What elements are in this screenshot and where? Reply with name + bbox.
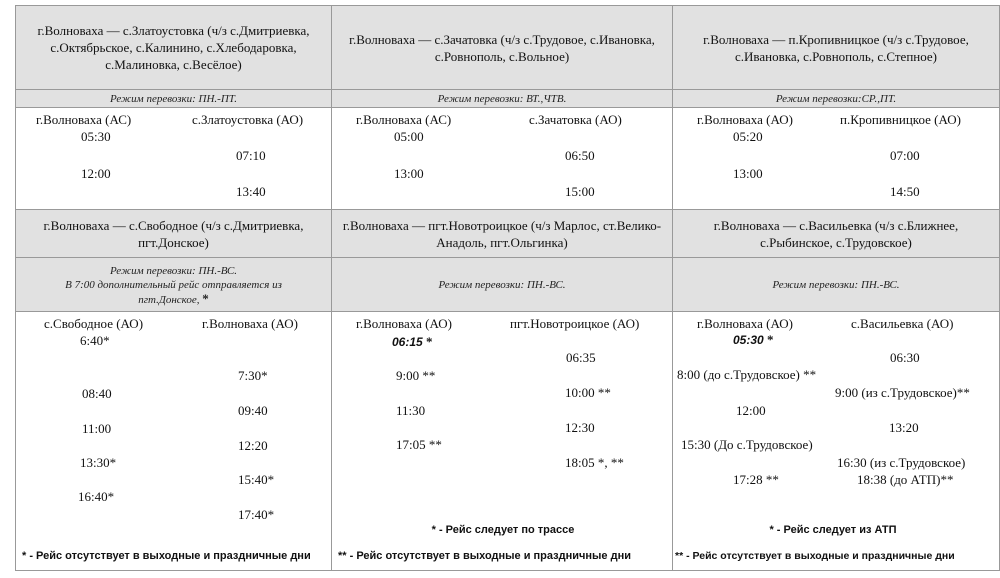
timetable-body (673, 107, 999, 209)
departure-time: 06:50 (565, 148, 595, 163)
route-title-line: пгт.Донское) (138, 234, 209, 250)
departure-time: 05:30 (81, 129, 111, 144)
route-title-line: с.Октябрьское, с.Калинино, с.Хлебодаровка, (50, 40, 297, 55)
timetable-body (16, 311, 331, 570)
timetable-body (332, 311, 672, 570)
transport-mode-line: пгт.Донское, (138, 293, 200, 306)
departure-time-highlighted (392, 334, 432, 350)
column-header-right: с.Васильевка (АО) (851, 316, 954, 331)
departure-time: 15:40* (238, 472, 275, 487)
departure-time: 12:20 (238, 438, 268, 453)
column-header-left: с.Свободное (АО) (44, 316, 144, 331)
route-title-line: г.Волноваха — с.Свободное (ч/з с.Дмитриевка, (43, 217, 304, 233)
footnote-marker: * (202, 290, 209, 306)
departure-time: 14:50 (890, 184, 920, 199)
departure-time: 13:40 (236, 184, 266, 199)
column-header-right: с.Зачатовка (АО) (529, 112, 622, 127)
route-title-line: г.Волноваха — с.Васильевка (ч/з с.Ближнее, (713, 217, 959, 233)
departure-time: 11:00 (82, 421, 112, 436)
route-title-line: с.Ивановка, с.Ровнополь, с.Степное) (735, 48, 937, 64)
departure-time: 18:05 *, ** (565, 455, 624, 470)
departure-time: 13:00 (394, 166, 424, 181)
route-block-zlatoustovka (15, 5, 332, 210)
route-title (16, 209, 331, 257)
route-title-line: с.Малиновка, с.Весёлое) (105, 57, 242, 72)
transport-mode: Режим перевозки: ВТ.,ЧТВ. (332, 89, 672, 108)
column-header-left: г.Волноваха (АО) (697, 316, 793, 331)
departure-time: 06:30 (890, 350, 920, 365)
route-block-vasilevka (672, 209, 1000, 571)
departure-time: 05:00 (394, 129, 424, 144)
route-title (673, 5, 999, 89)
departure-time: 18:38 (до АТП)** (857, 472, 954, 487)
departure-time: 10:00 ** (565, 385, 611, 400)
departure-time: 05:20 (733, 129, 763, 144)
departure-time: 09:40 (238, 403, 268, 418)
departure-time: 17:05 ** (396, 437, 442, 452)
departure-time: 13:20 (889, 420, 919, 435)
departure-time: 13:30* (80, 455, 117, 470)
departure-time: 9:00 ** (396, 368, 436, 383)
transport-mode: Режим перевозки: ПН.-ВС. (332, 257, 672, 312)
departure-time: 9:00 (из с.Трудовское)** (835, 385, 970, 400)
route-block-novotroitskoe (331, 209, 673, 571)
timetable-body (673, 311, 999, 570)
footnote: * - Рейс следует по трассе (431, 524, 575, 536)
departure-time: 15:00 (565, 184, 595, 199)
transport-mode: Режим перевозки: ПН.-ПТ. (16, 89, 331, 108)
timetable-body (332, 107, 672, 209)
departure-time: 17:28 ** (733, 472, 779, 487)
departure-time: 16:30 (из с.Трудовское) (837, 455, 966, 470)
route-title-line: г.Волноваха — с.Златоустовка (ч/з с.Дмитриевка, (37, 23, 310, 38)
departure-time: 12:30 (565, 420, 595, 435)
transport-mode: Режим перевозки:СР.,ПТ. (673, 89, 999, 108)
departure-time: 06:15 (392, 335, 423, 349)
departure-time: 6:40* (80, 333, 110, 348)
departure-time: 07:00 (890, 148, 920, 163)
footnote-marker: * (766, 332, 774, 347)
column-header-right: п.Кропивницкое (АО) (840, 112, 961, 127)
column-header-right: с.Златоустовка (АО) (192, 112, 304, 127)
route-block-kropivnitskoe (672, 5, 1000, 210)
route-title-line: г.Волноваха — пгт.Новотроицкое (ч/з Марлос, ст.Велико- (342, 217, 662, 233)
column-header-left: г.Волноваха (АО) (356, 316, 452, 331)
footnote: ** - Рейс отсутствует в выходные и праздничные дни (675, 550, 955, 562)
route-block-svobodnoe (15, 209, 332, 571)
departure-time: 08:40 (82, 386, 112, 401)
footnote: * - Рейс отсутствует в выходные и праздничные дни (22, 550, 311, 562)
departure-time: 12:00 (81, 166, 111, 181)
departure-time: 12:00 (736, 403, 766, 418)
route-title-line: Анадоль, пгт.Ольгинка) (436, 234, 568, 250)
footnote: ** - Рейс отсутствует в выходные и праздничные дни (338, 550, 631, 562)
route-title-line: г.Волноваха — п.Кропивницкое (ч/з с.Трудовое, (703, 31, 969, 47)
departure-time: 07:10 (236, 148, 266, 163)
route-title-line: с.Рыбинское, с.Трудовское) (760, 234, 912, 250)
route-block-zachatovka (331, 5, 673, 210)
schedule-sheet (15, 5, 1000, 571)
departure-time: 7:30* (238, 368, 268, 383)
route-title-line: с.Ровнополь, с.Вольное) (434, 48, 570, 64)
departure-time: 17:40* (238, 507, 275, 522)
column-header-right: г.Волноваха (АО) (202, 316, 298, 331)
departure-time: 06:35 (566, 350, 596, 365)
route-title (332, 5, 672, 89)
footnote-marker: * (425, 334, 433, 349)
transport-mode-line: Режим перевозки: ПН.-ВС. (109, 264, 238, 277)
transport-mode (16, 257, 331, 312)
route-title (332, 209, 672, 257)
transport-mode-line: В 7:00 дополнительный рейс отправляется из (65, 278, 282, 291)
route-title (673, 209, 999, 257)
departure-time: 11:30 (396, 403, 426, 418)
departure-time-highlighted (733, 332, 773, 348)
departure-time: 15:30 (До с.Трудовское) (681, 437, 813, 452)
route-title (16, 5, 331, 89)
column-header-left: г.Волноваха (АО) (697, 112, 793, 127)
column-header-left: г.Волноваха (АС) (36, 112, 132, 127)
departure-time: 05:30 (733, 333, 764, 347)
departure-time: 16:40* (78, 489, 115, 504)
departure-time: 13:00 (733, 166, 763, 181)
transport-mode: Режим перевозки: ПН.-ВС. (673, 257, 999, 312)
column-header-right: пгт.Новотроицкое (АО) (510, 316, 640, 331)
footnote: * - Рейс следует из АТП (769, 524, 897, 536)
route-title-line: г.Волноваха — с.Зачатовка (ч/з с.Трудовое, с.Ивановка, (349, 31, 655, 47)
departure-time: 8:00 (до с.Трудовское) ** (677, 367, 817, 382)
timetable-body (16, 107, 331, 209)
column-header-left: г.Волноваха (АС) (356, 112, 452, 127)
